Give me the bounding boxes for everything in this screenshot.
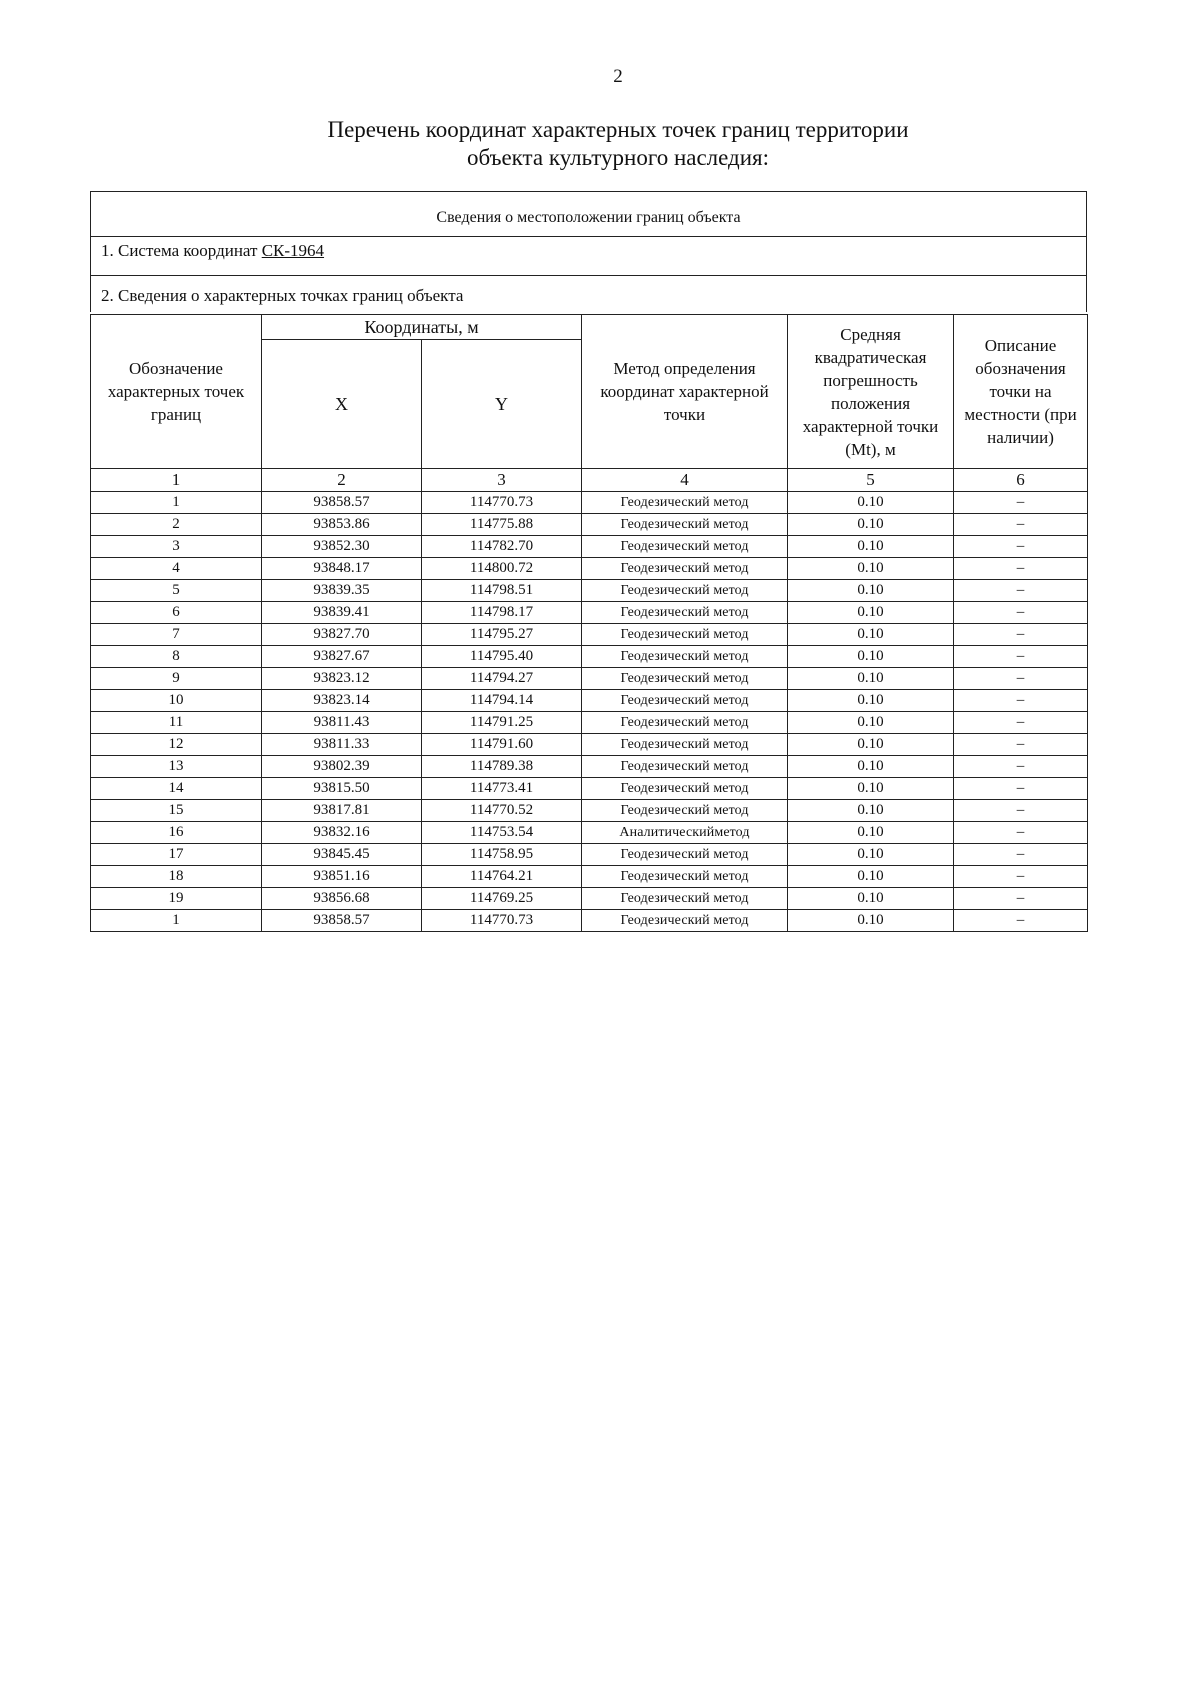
method-cell: Геодезический метод	[582, 668, 788, 690]
column-number-row	[91, 469, 1088, 492]
method-cell: Геодезический метод	[582, 712, 788, 734]
point-cell: 4	[91, 558, 262, 580]
error-cell: 0.10	[788, 888, 954, 910]
error-cell: 0.10	[788, 536, 954, 558]
header-x: X	[262, 340, 422, 469]
y-coordinate-cell: 114794.27	[422, 668, 582, 690]
description-cell: –	[954, 558, 1088, 580]
method-cell: Геодезический метод	[582, 756, 788, 778]
x-coordinate-cell: 93845.45	[262, 844, 422, 866]
y-coordinate-cell: 114795.40	[422, 646, 582, 668]
header-error: Средняя квадратическая погрешность положения характерной точки (Mt), м	[788, 315, 954, 469]
x-coordinate-cell: 93852.30	[262, 536, 422, 558]
method-cell: Геодезический метод	[582, 910, 788, 932]
description-cell: –	[954, 668, 1088, 690]
point-cell: 13	[91, 756, 262, 778]
x-coordinate-cell: 93858.57	[262, 492, 422, 514]
x-coordinate-cell: 93858.57	[262, 910, 422, 932]
y-coordinate-cell: 114769.25	[422, 888, 582, 910]
boundary-info-block	[90, 191, 1087, 932]
description-cell: –	[954, 866, 1088, 888]
error-cell: 0.10	[788, 580, 954, 602]
table-row	[91, 888, 1088, 910]
description-cell: –	[954, 646, 1088, 668]
table-row	[91, 646, 1088, 668]
point-cell: 15	[91, 800, 262, 822]
y-coordinate-cell: 114791.25	[422, 712, 582, 734]
coordinate-system-row	[91, 237, 1086, 276]
y-coordinate-cell: 114764.21	[422, 866, 582, 888]
table-row	[91, 866, 1088, 888]
title-line-2: объекта культурного наследия:	[466, 145, 770, 170]
description-cell: –	[954, 734, 1088, 756]
table-row	[91, 492, 1088, 514]
method-cell: Геодезический метод	[582, 690, 788, 712]
error-cell: 0.10	[788, 712, 954, 734]
y-coordinate-cell: 114770.52	[422, 800, 582, 822]
table-row	[91, 822, 1088, 844]
x-coordinate-cell: 93848.17	[262, 558, 422, 580]
y-coordinate-cell: 114770.73	[422, 492, 582, 514]
point-cell: 14	[91, 778, 262, 800]
page-number: 2	[613, 66, 623, 87]
coordinate-system-value: СК-1964	[261, 241, 325, 260]
title-line-1: Перечень координат характерных точек границ территории	[327, 117, 909, 142]
error-cell: 0.10	[788, 778, 954, 800]
x-coordinate-cell: 93832.16	[262, 822, 422, 844]
method-cell: Геодезический метод	[582, 800, 788, 822]
error-cell: 0.10	[788, 668, 954, 690]
y-coordinate-cell: 114791.60	[422, 734, 582, 756]
error-cell: 0.10	[788, 624, 954, 646]
description-cell: –	[954, 822, 1088, 844]
description-cell: –	[954, 778, 1088, 800]
x-coordinate-cell: 93851.16	[262, 866, 422, 888]
table-body	[91, 469, 1088, 932]
table-row	[91, 910, 1088, 932]
method-cell: Геодезический метод	[582, 580, 788, 602]
header-designation: Обозначение характерных точек границ	[91, 315, 262, 469]
table-row	[91, 778, 1088, 800]
point-cell: 18	[91, 866, 262, 888]
section-header: Сведения о местоположении границ объекта	[91, 192, 1086, 237]
method-cell: Геодезический метод	[582, 646, 788, 668]
y-coordinate-cell: 114798.17	[422, 602, 582, 624]
x-coordinate-cell: 93839.35	[262, 580, 422, 602]
description-cell: –	[954, 844, 1088, 866]
table-row	[91, 536, 1088, 558]
y-coordinate-cell: 114753.54	[422, 822, 582, 844]
method-cell: Геодезический метод	[582, 888, 788, 910]
column-number: 3	[422, 469, 582, 492]
y-coordinate-cell: 114782.70	[422, 536, 582, 558]
description-cell: –	[954, 624, 1088, 646]
column-number: 1	[91, 469, 262, 492]
document-title	[0, 116, 1200, 172]
method-cell: Геодезический метод	[582, 778, 788, 800]
point-cell: 5	[91, 580, 262, 602]
error-cell: 0.10	[788, 844, 954, 866]
column-number: 4	[582, 469, 788, 492]
error-cell: 0.10	[788, 602, 954, 624]
description-cell: –	[954, 888, 1088, 910]
header-y: Y	[422, 340, 582, 469]
error-cell: 0.10	[788, 558, 954, 580]
description-cell: –	[954, 514, 1088, 536]
x-coordinate-cell: 93853.86	[262, 514, 422, 536]
column-number: 5	[788, 469, 954, 492]
column-number: 6	[954, 469, 1088, 492]
point-cell: 8	[91, 646, 262, 668]
header-method: Метод определения координат характерной точки	[582, 315, 788, 469]
x-coordinate-cell: 93815.50	[262, 778, 422, 800]
error-cell: 0.10	[788, 910, 954, 932]
table-row	[91, 844, 1088, 866]
point-cell: 17	[91, 844, 262, 866]
description-cell: –	[954, 492, 1088, 514]
coordinate-system-label: 1. Система координат	[101, 241, 258, 260]
error-cell: 0.10	[788, 866, 954, 888]
x-coordinate-cell: 93827.67	[262, 646, 422, 668]
header-coordinates: Координаты, м	[262, 315, 582, 340]
description-cell: –	[954, 602, 1088, 624]
error-cell: 0.10	[788, 514, 954, 536]
table-row	[91, 756, 1088, 778]
table-row	[91, 800, 1088, 822]
error-cell: 0.10	[788, 822, 954, 844]
point-cell: 19	[91, 888, 262, 910]
error-cell: 0.10	[788, 646, 954, 668]
method-cell: Геодезический метод	[582, 734, 788, 756]
point-cell: 3	[91, 536, 262, 558]
method-cell: Геодезический метод	[582, 536, 788, 558]
point-cell: 16	[91, 822, 262, 844]
y-coordinate-cell: 114795.27	[422, 624, 582, 646]
method-cell: Геодезический метод	[582, 602, 788, 624]
x-coordinate-cell: 93856.68	[262, 888, 422, 910]
x-coordinate-cell: 93817.81	[262, 800, 422, 822]
error-cell: 0.10	[788, 492, 954, 514]
x-coordinate-cell: 93802.39	[262, 756, 422, 778]
description-cell: –	[954, 756, 1088, 778]
description-cell: –	[954, 690, 1088, 712]
point-cell: 2	[91, 514, 262, 536]
table-row	[91, 712, 1088, 734]
x-coordinate-cell: 93839.41	[262, 602, 422, 624]
table-row	[91, 602, 1088, 624]
point-cell: 7	[91, 624, 262, 646]
description-cell: –	[954, 800, 1088, 822]
table-row	[91, 734, 1088, 756]
method-cell: Геодезический метод	[582, 624, 788, 646]
x-coordinate-cell: 93811.43	[262, 712, 422, 734]
y-coordinate-cell: 114770.73	[422, 910, 582, 932]
table-row	[91, 668, 1088, 690]
point-cell: 1	[91, 492, 262, 514]
error-cell: 0.10	[788, 734, 954, 756]
y-coordinate-cell: 114789.38	[422, 756, 582, 778]
x-coordinate-cell: 93811.33	[262, 734, 422, 756]
table-row	[91, 690, 1088, 712]
method-cell: Геодезический метод	[582, 866, 788, 888]
header-box	[90, 191, 1087, 312]
x-coordinate-cell: 93827.70	[262, 624, 422, 646]
x-coordinate-cell: 93823.14	[262, 690, 422, 712]
point-cell: 1	[91, 910, 262, 932]
method-cell: Геодезический метод	[582, 492, 788, 514]
y-coordinate-cell: 114773.41	[422, 778, 582, 800]
y-coordinate-cell: 114775.88	[422, 514, 582, 536]
y-coordinate-cell: 114798.51	[422, 580, 582, 602]
method-cell: Геодезический метод	[582, 514, 788, 536]
coordinates-table	[90, 314, 1088, 932]
point-cell: 9	[91, 668, 262, 690]
y-coordinate-cell: 114794.14	[422, 690, 582, 712]
points-header: 2. Сведения о характерных точках границ объекта	[101, 286, 464, 305]
error-cell: 0.10	[788, 756, 954, 778]
description-cell: –	[954, 580, 1088, 602]
method-cell: Геодезический метод	[582, 558, 788, 580]
table-row	[91, 514, 1088, 536]
column-number: 2	[262, 469, 422, 492]
header-description: Описание обозначения точки на местности (при наличии)	[954, 315, 1088, 469]
table-row	[91, 624, 1088, 646]
error-cell: 0.10	[788, 800, 954, 822]
point-cell: 10	[91, 690, 262, 712]
description-cell: –	[954, 536, 1088, 558]
y-coordinate-cell: 114758.95	[422, 844, 582, 866]
table-row	[91, 558, 1088, 580]
y-coordinate-cell: 114800.72	[422, 558, 582, 580]
point-cell: 12	[91, 734, 262, 756]
point-cell: 11	[91, 712, 262, 734]
method-cell: Аналитическийметод	[582, 822, 788, 844]
table-row	[91, 580, 1088, 602]
error-cell: 0.10	[788, 690, 954, 712]
description-cell: –	[954, 910, 1088, 932]
point-cell: 6	[91, 602, 262, 624]
description-cell: –	[954, 712, 1088, 734]
method-cell: Геодезический метод	[582, 844, 788, 866]
x-coordinate-cell: 93823.12	[262, 668, 422, 690]
